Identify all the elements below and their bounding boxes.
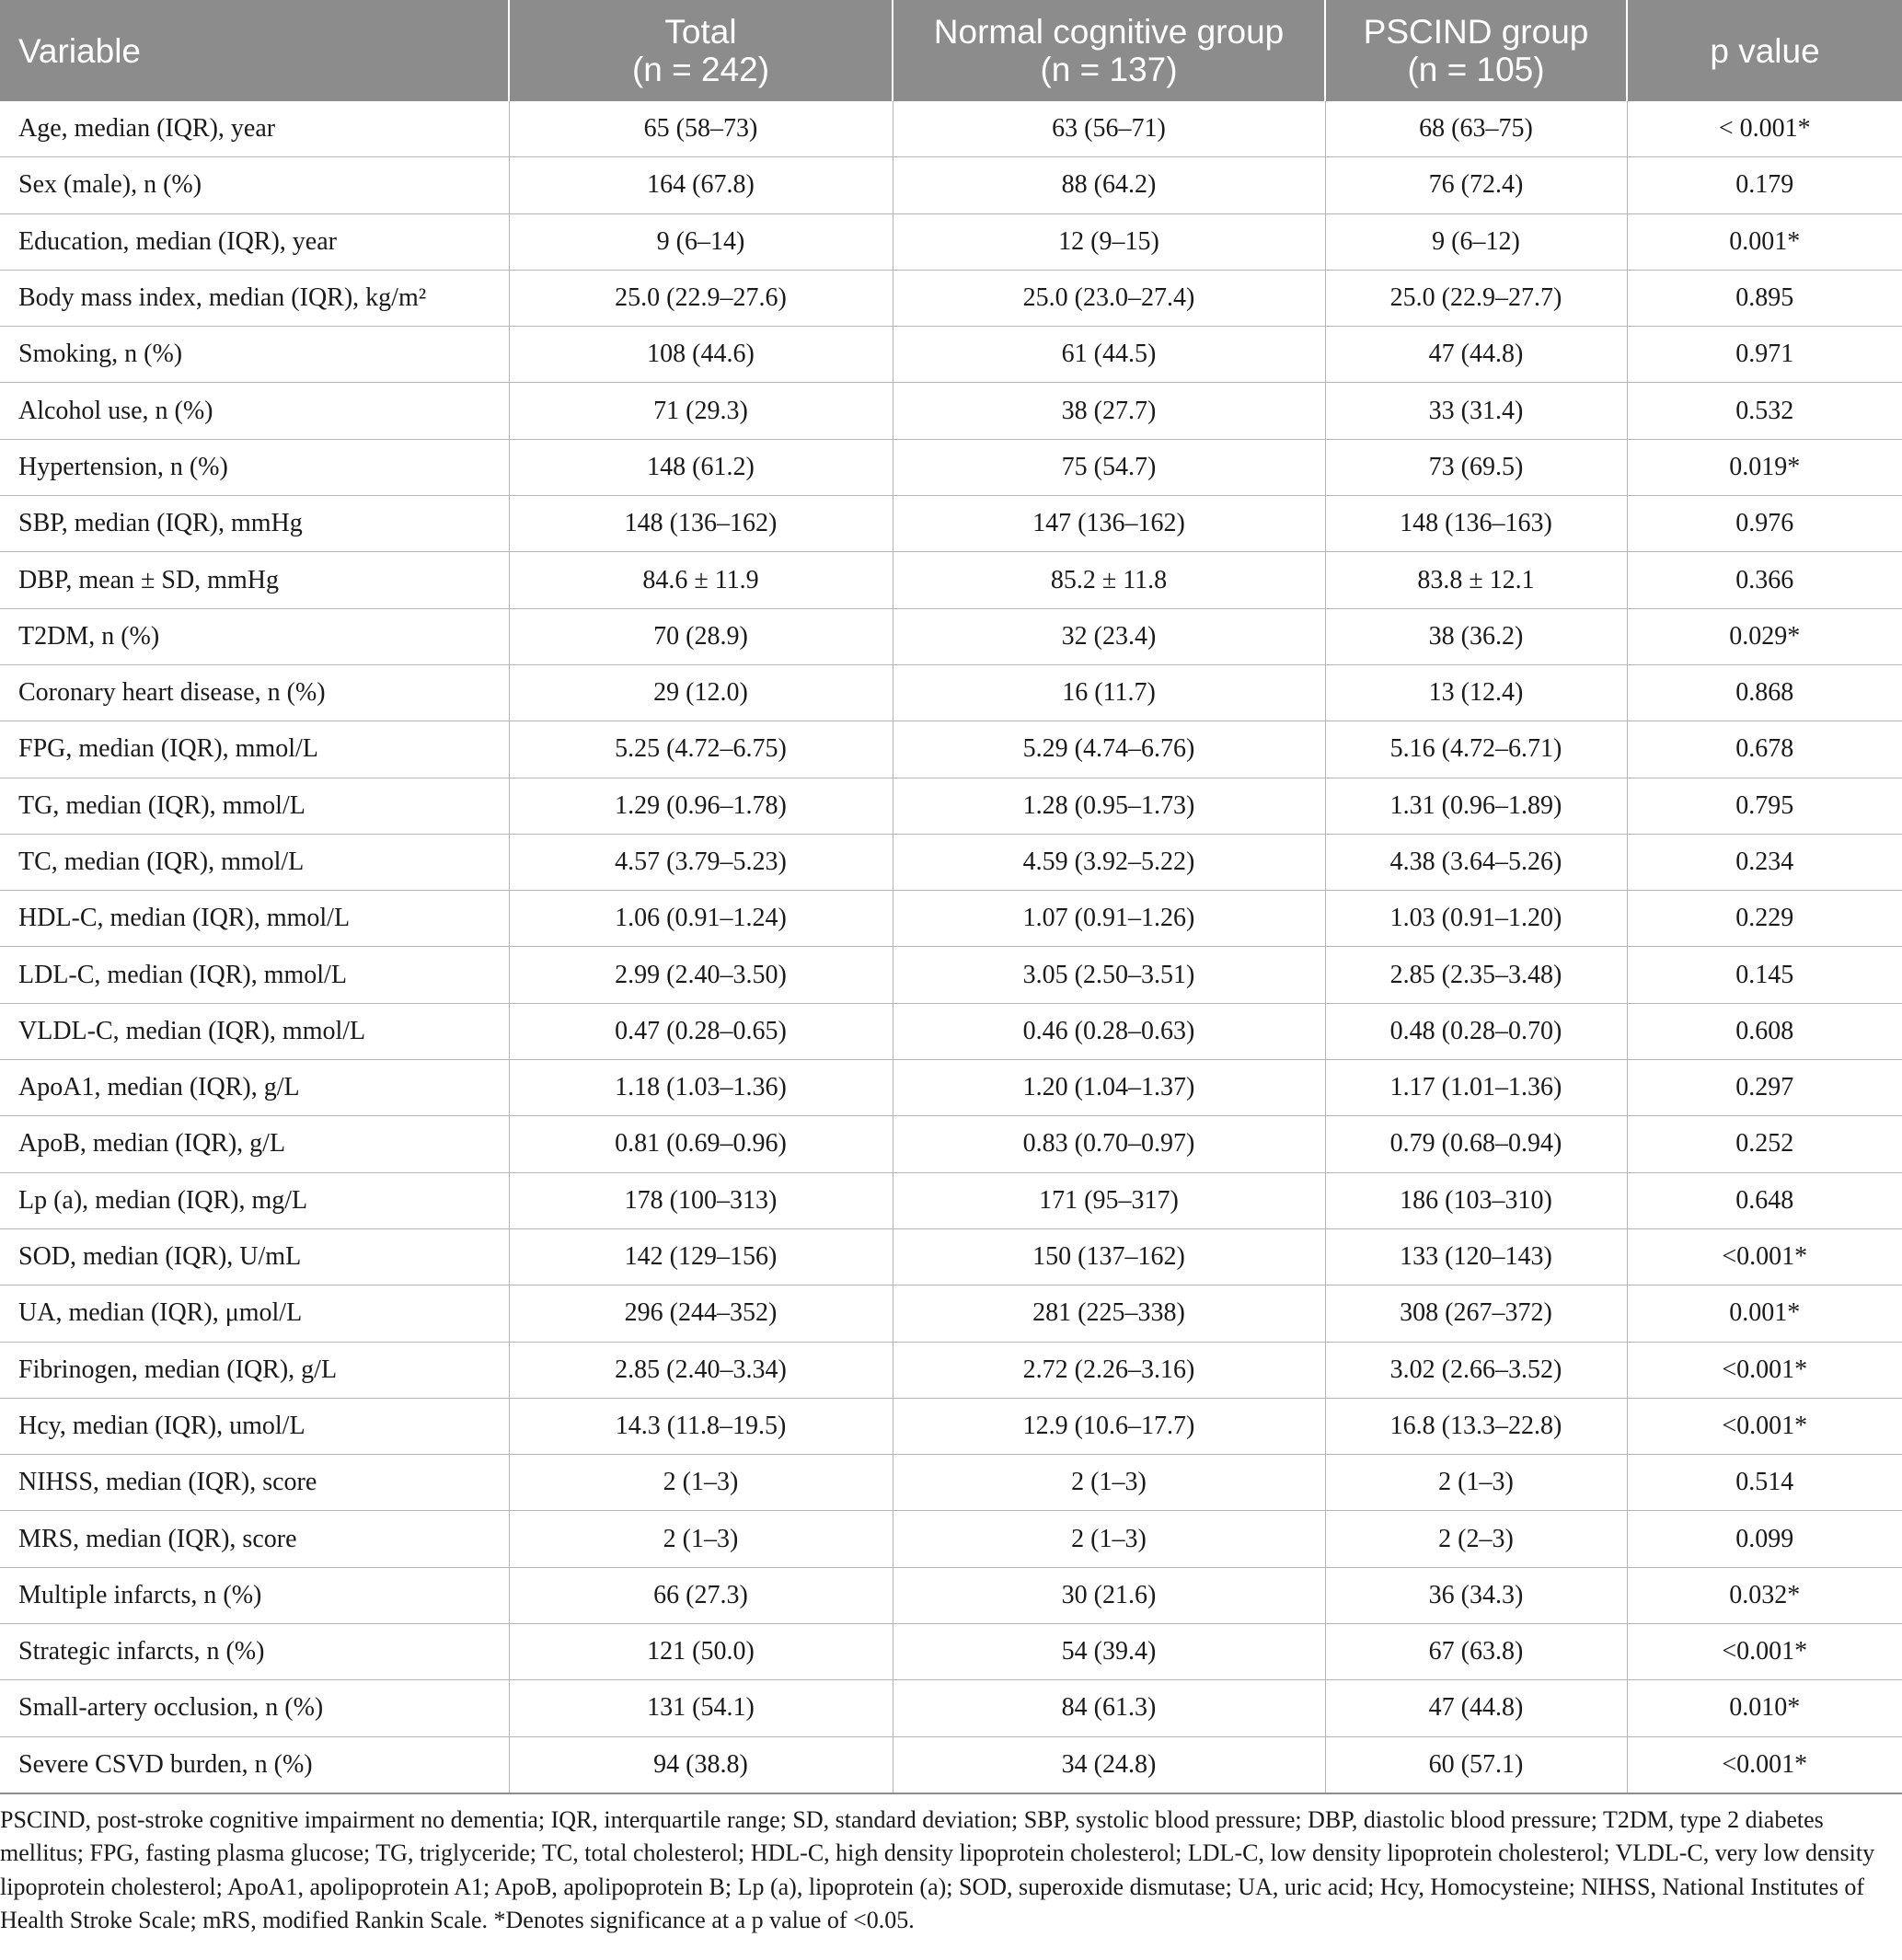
cell-pscind: 73 (69.5): [1325, 439, 1627, 495]
cell-variable: UA, median (IQR), μmol/L: [0, 1286, 509, 1342]
cell-normal: 61 (44.5): [893, 327, 1325, 383]
cell-total: 148 (136–162): [509, 496, 893, 552]
table-footnote: PSCIND, post-stroke cognitive impairment no dementia; IQR, interquartile range; SD, standard deviation; SBP, systolic blood pressure; DBP, diastolic blood pressure; T2DM, type 2 diabetes mellitus; FPG, fasting plasma glucose; TG, triglyceride; TC, total cholesterol; HDL-C, high density lipoprotein cholesterol; LDL-C, low density lipoprotein cholesterol; VLDL-C, very low density lipoprotein cholesterol; ApoA1, apolipoprotein A1; ApoB, apolipoprotein B; Lp (a), lipoprotein (a); SOD, superoxide dismutase; UA, uric acid; Hcy, Homocysteine; NIHSS, National Institutes of Health Stroke Scale; mRS, modified Rankin Scale. *Denotes significance at a p value of <0.05.: [0, 1805, 1875, 1934]
table-row: [0, 383, 1902, 439]
cell-normal: 1.07 (0.91–1.26): [893, 891, 1325, 947]
cell-total: 178 (100–313): [509, 1172, 893, 1228]
cell-normal: 12 (9–15): [893, 213, 1325, 270]
table-row: [0, 947, 1902, 1003]
table-header: [0, 0, 1902, 101]
cell-p-value: <0.001*: [1627, 1624, 1902, 1680]
cell-pscind: 60 (57.1): [1325, 1736, 1627, 1793]
table-row: [0, 1511, 1902, 1567]
table-row: [0, 1680, 1902, 1736]
cell-total: 2 (1–3): [509, 1511, 893, 1567]
cell-p-value: 0.019*: [1627, 439, 1902, 495]
cell-pscind: 148 (136–163): [1325, 496, 1627, 552]
cell-total: 148 (61.2): [509, 439, 893, 495]
cell-variable: Fibrinogen, median (IQR), g/L: [0, 1342, 509, 1398]
cell-variable: SOD, median (IQR), U/mL: [0, 1228, 509, 1285]
cell-pscind: 133 (120–143): [1325, 1228, 1627, 1285]
cell-p-value: 0.895: [1627, 270, 1902, 326]
cell-p-value: <0.001*: [1627, 1342, 1902, 1398]
cell-total: 84.6 ± 11.9: [509, 552, 893, 608]
cell-pscind: 2 (1–3): [1325, 1455, 1627, 1511]
cell-p-value: 0.229: [1627, 891, 1902, 947]
cell-total: 14.3 (11.8–19.5): [509, 1398, 893, 1454]
cell-p-value: 0.868: [1627, 664, 1902, 721]
cell-p-value: <0.001*: [1627, 1398, 1902, 1454]
cell-variable: Age, median (IQR), year: [0, 101, 509, 157]
cell-variable: FPG, median (IQR), mmol/L: [0, 721, 509, 778]
cell-variable: TC, median (IQR), mmol/L: [0, 834, 509, 890]
cell-pscind: 68 (63–75): [1325, 101, 1627, 157]
cell-variable: Small-artery occlusion, n (%): [0, 1680, 509, 1736]
table-row: [0, 157, 1902, 213]
table-row: [0, 1003, 1902, 1059]
cell-variable: Multiple infarcts, n (%): [0, 1567, 509, 1623]
cell-normal: 3.05 (2.50–3.51): [893, 947, 1325, 1003]
cell-p-value: 0.366: [1627, 552, 1902, 608]
cell-variable: DBP, mean ± SD, mmHg: [0, 552, 509, 608]
cell-total: 164 (67.8): [509, 157, 893, 213]
table-row: [0, 1398, 1902, 1454]
cell-normal: 281 (225–338): [893, 1286, 1325, 1342]
cell-normal: 2 (1–3): [893, 1511, 1325, 1567]
cell-p-value: 0.678: [1627, 721, 1902, 778]
cell-total: 5.25 (4.72–6.75): [509, 721, 893, 778]
table-row: [0, 1116, 1902, 1172]
cell-pscind: 0.79 (0.68–0.94): [1325, 1116, 1627, 1172]
table-row: [0, 101, 1902, 157]
table-row: [0, 1567, 1902, 1623]
header-variable: Variable: [18, 31, 142, 70]
cell-p-value: 0.145: [1627, 947, 1902, 1003]
cell-total: 2.99 (2.40–3.50): [509, 947, 893, 1003]
cell-normal: 12.9 (10.6–17.7): [893, 1398, 1325, 1454]
cell-p-value: 0.029*: [1627, 608, 1902, 664]
cell-normal: 30 (21.6): [893, 1567, 1325, 1623]
cell-normal: 54 (39.4): [893, 1624, 1325, 1680]
cell-p-value: < 0.001*: [1627, 101, 1902, 157]
table-row: [0, 721, 1902, 778]
cell-pscind: 13 (12.4): [1325, 664, 1627, 721]
cell-variable: NIHSS, median (IQR), score: [0, 1455, 509, 1511]
table-row: [0, 778, 1902, 834]
header-p-value: p value: [1627, 0, 1902, 101]
cell-variable: SBP, median (IQR), mmHg: [0, 496, 509, 552]
cell-pscind: 83.8 ± 12.1: [1325, 552, 1627, 608]
cell-normal: 5.29 (4.74–6.76): [893, 721, 1325, 778]
cell-pscind: 25.0 (22.9–27.7): [1325, 270, 1627, 326]
table-row: [0, 270, 1902, 326]
cell-total: 2 (1–3): [509, 1455, 893, 1511]
cell-normal: 85.2 ± 11.8: [893, 552, 1325, 608]
table-row: [0, 891, 1902, 947]
cell-variable: VLDL-C, median (IQR), mmol/L: [0, 1003, 509, 1059]
cell-total: 4.57 (3.79–5.23): [509, 834, 893, 890]
cell-p-value: <0.001*: [1627, 1228, 1902, 1285]
cell-total: 65 (58–73): [509, 101, 893, 157]
cell-normal: 16 (11.7): [893, 664, 1325, 721]
cell-variable: Body mass index, median (IQR), kg/m²: [0, 270, 509, 326]
cell-variable: Severe CSVD burden, n (%): [0, 1736, 509, 1793]
cell-normal: 0.83 (0.70–0.97): [893, 1116, 1325, 1172]
cell-total: 25.0 (22.9–27.6): [509, 270, 893, 326]
cell-normal: 84 (61.3): [893, 1680, 1325, 1736]
cell-pscind: 0.48 (0.28–0.70): [1325, 1003, 1627, 1059]
cell-pscind: 36 (34.3): [1325, 1567, 1627, 1623]
cell-p-value: 0.648: [1627, 1172, 1902, 1228]
cell-normal: 25.0 (23.0–27.4): [893, 270, 1325, 326]
table-row: [0, 1736, 1902, 1793]
cell-variable: Strategic infarcts, n (%): [0, 1624, 509, 1680]
table-row: [0, 213, 1902, 270]
cell-pscind: 5.16 (4.72–6.71): [1325, 721, 1627, 778]
cell-variable: LDL-C, median (IQR), mmol/L: [0, 947, 509, 1003]
table-row: [0, 608, 1902, 664]
cell-total: 70 (28.9): [509, 608, 893, 664]
cell-p-value: 0.179: [1627, 157, 1902, 213]
cell-pscind: 38 (36.2): [1325, 608, 1627, 664]
cell-total: 108 (44.6): [509, 327, 893, 383]
cell-total: 1.18 (1.03–1.36): [509, 1060, 893, 1116]
cell-normal: 0.46 (0.28–0.63): [893, 1003, 1325, 1059]
cell-total: 296 (244–352): [509, 1286, 893, 1342]
header-total: [509, 0, 893, 101]
cell-p-value: 0.001*: [1627, 213, 1902, 270]
header-normal-n: (n = 137): [1040, 51, 1178, 88]
cell-normal: 34 (24.8): [893, 1736, 1325, 1793]
cell-variable: ApoB, median (IQR), g/L: [0, 1116, 509, 1172]
cell-pscind: 47 (44.8): [1325, 1680, 1627, 1736]
table-row: [0, 1060, 1902, 1116]
header-pscind: [1325, 0, 1627, 101]
cell-pscind: 186 (103–310): [1325, 1172, 1627, 1228]
cell-pscind: 9 (6–12): [1325, 213, 1627, 270]
cell-normal: 32 (23.4): [893, 608, 1325, 664]
header-total-n: (n = 242): [631, 51, 770, 88]
header-normal-label: Normal cognitive group: [933, 13, 1285, 51]
cell-variable: Education, median (IQR), year: [0, 213, 509, 270]
cell-p-value: <0.001*: [1627, 1736, 1902, 1793]
table-row: [0, 496, 1902, 552]
cell-total: 1.29 (0.96–1.78): [509, 778, 893, 834]
cell-p-value: 0.010*: [1627, 1680, 1902, 1736]
cell-normal: 171 (95–317): [893, 1172, 1325, 1228]
cell-p-value: 0.532: [1627, 383, 1902, 439]
cell-p-value: 0.514: [1627, 1455, 1902, 1511]
table-row: [0, 1172, 1902, 1228]
cell-pscind: 1.17 (1.01–1.36): [1325, 1060, 1627, 1116]
cell-normal: 63 (56–71): [893, 101, 1325, 157]
cell-total: 0.47 (0.28–0.65): [509, 1003, 893, 1059]
table-body: [0, 101, 1902, 1793]
cell-total: 2.85 (2.40–3.34): [509, 1342, 893, 1398]
cell-pscind: 1.03 (0.91–1.20): [1325, 891, 1627, 947]
cell-normal: 75 (54.7): [893, 439, 1325, 495]
cell-pscind: 308 (267–372): [1325, 1286, 1627, 1342]
cell-variable: Coronary heart disease, n (%): [0, 664, 509, 721]
table-row: [0, 552, 1902, 608]
cell-normal: 38 (27.7): [893, 383, 1325, 439]
cell-total: 131 (54.1): [509, 1680, 893, 1736]
cell-pscind: 67 (63.8): [1325, 1624, 1627, 1680]
cell-p-value: 0.234: [1627, 834, 1902, 890]
cell-p-value: 0.795: [1627, 778, 1902, 834]
header-row: [0, 0, 1902, 101]
cell-pscind: 4.38 (3.64–5.26): [1325, 834, 1627, 890]
cell-total: 121 (50.0): [509, 1624, 893, 1680]
cell-normal: 4.59 (3.92–5.22): [893, 834, 1325, 890]
cell-variable: Smoking, n (%): [0, 327, 509, 383]
cell-variable: ApoA1, median (IQR), g/L: [0, 1060, 509, 1116]
cell-variable: Alcohol use, n (%): [0, 383, 509, 439]
cell-pscind: 2 (2–3): [1325, 1511, 1627, 1567]
cell-normal: 88 (64.2): [893, 157, 1325, 213]
cell-pscind: 16.8 (13.3–22.8): [1325, 1398, 1627, 1454]
table-row: [0, 1624, 1902, 1680]
cell-pscind: 47 (44.8): [1325, 327, 1627, 383]
table-row: [0, 1342, 1902, 1398]
header-total-label: Total: [664, 13, 737, 51]
table-row: [0, 327, 1902, 383]
cell-p-value: 0.971: [1627, 327, 1902, 383]
cell-normal: 2.72 (2.26–3.16): [893, 1342, 1325, 1398]
cell-variable: TG, median (IQR), mmol/L: [0, 778, 509, 834]
cell-variable: HDL-C, median (IQR), mmol/L: [0, 891, 509, 947]
cell-total: 9 (6–14): [509, 213, 893, 270]
cell-variable: Hypertension, n (%): [0, 439, 509, 495]
cell-p-value: 0.297: [1627, 1060, 1902, 1116]
table-row: [0, 1228, 1902, 1285]
cell-total: 142 (129–156): [509, 1228, 893, 1285]
table-row: [0, 1455, 1902, 1511]
cell-pscind: 76 (72.4): [1325, 157, 1627, 213]
cell-total: 0.81 (0.69–0.96): [509, 1116, 893, 1172]
cell-variable: T2DM, n (%): [0, 608, 509, 664]
table-row: [0, 439, 1902, 495]
header-pscind-n: (n = 105): [1407, 51, 1545, 88]
cell-p-value: 0.099: [1627, 1511, 1902, 1567]
cell-total: 1.06 (0.91–1.24): [509, 891, 893, 947]
cell-total: 71 (29.3): [509, 383, 893, 439]
cell-normal: 1.28 (0.95–1.73): [893, 778, 1325, 834]
cell-total: 94 (38.8): [509, 1736, 893, 1793]
cell-variable: MRS, median (IQR), score: [0, 1511, 509, 1567]
cell-total: 29 (12.0): [509, 664, 893, 721]
cell-p-value: 0.032*: [1627, 1567, 1902, 1623]
cell-normal: 2 (1–3): [893, 1455, 1325, 1511]
cell-pscind: 2.85 (2.35–3.48): [1325, 947, 1627, 1003]
header-normal: [893, 0, 1325, 101]
cell-variable: Lp (a), median (IQR), mg/L: [0, 1172, 509, 1228]
cell-total: 66 (27.3): [509, 1567, 893, 1623]
table-row: [0, 1286, 1902, 1342]
cell-pscind: 1.31 (0.96–1.89): [1325, 778, 1627, 834]
cell-normal: 1.20 (1.04–1.37): [893, 1060, 1325, 1116]
cell-variable: Hcy, median (IQR), umol/L: [0, 1398, 509, 1454]
table-row: [0, 664, 1902, 721]
cell-pscind: 3.02 (2.66–3.52): [1325, 1342, 1627, 1398]
cell-p-value: 0.608: [1627, 1003, 1902, 1059]
cell-variable: Sex (male), n (%): [0, 157, 509, 213]
cell-p-value: 0.252: [1627, 1116, 1902, 1172]
cell-pscind: 33 (31.4): [1325, 383, 1627, 439]
cell-normal: 147 (136–162): [893, 496, 1325, 552]
cell-p-value: 0.976: [1627, 496, 1902, 552]
table-row: [0, 834, 1902, 890]
header-pscind-label: PSCIND group: [1363, 13, 1589, 51]
cell-p-value: 0.001*: [1627, 1286, 1902, 1342]
cell-normal: 150 (137–162): [893, 1228, 1325, 1285]
